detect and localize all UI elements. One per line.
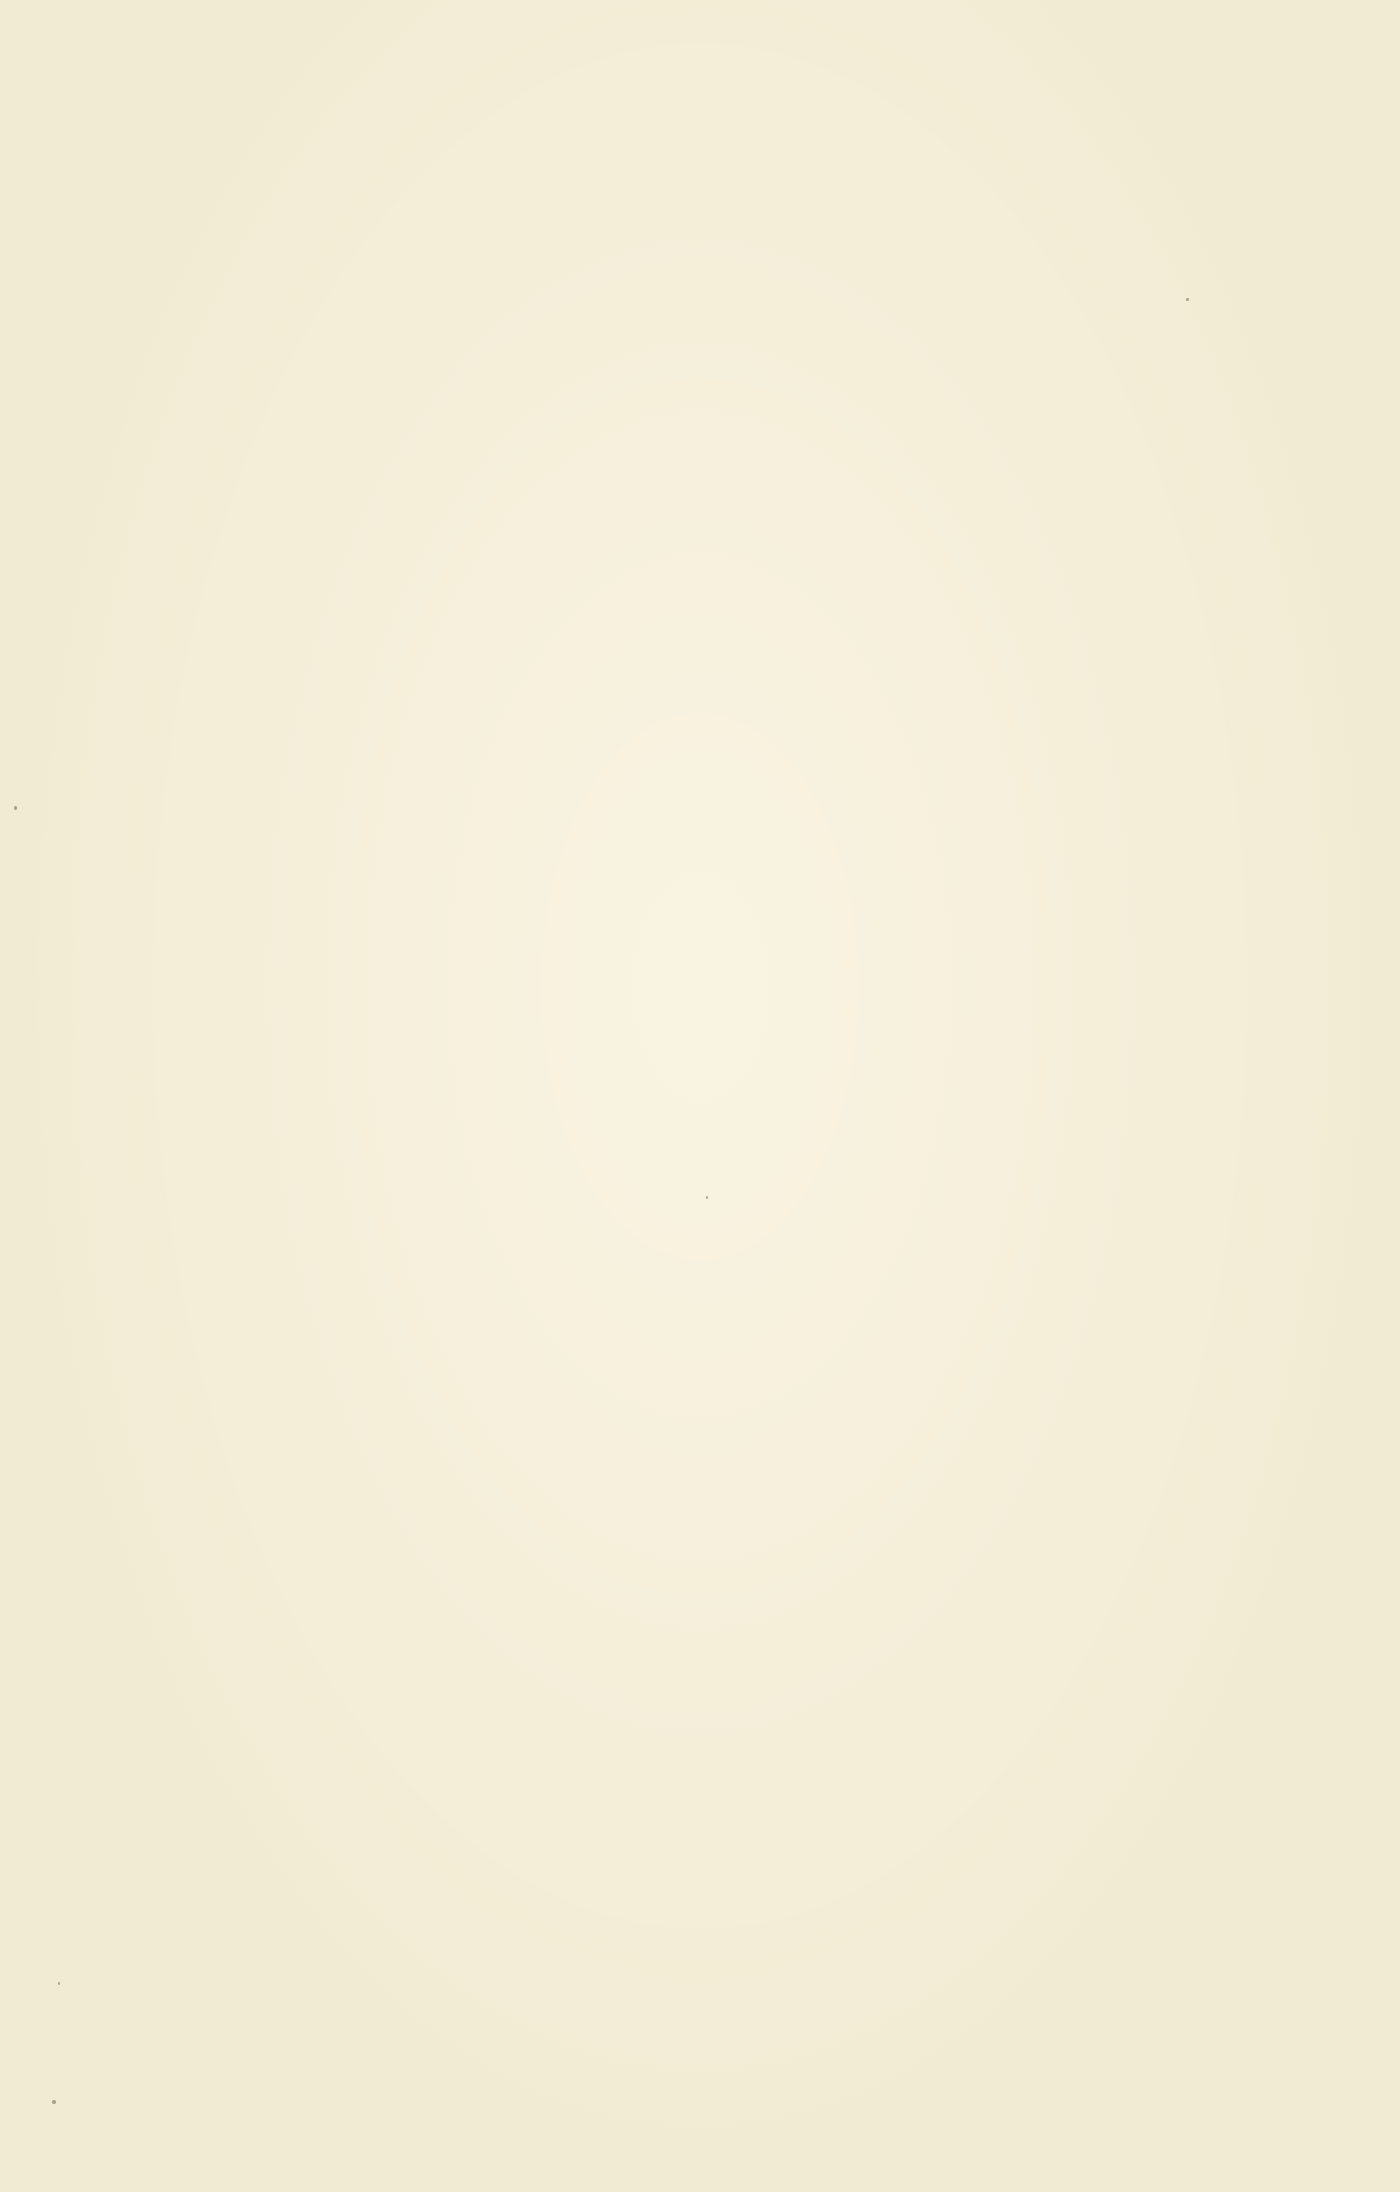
paper-speck — [14, 806, 17, 810]
paper-speck — [706, 1196, 708, 1199]
paper-speck — [52, 2100, 56, 2104]
signature-mark — [66, 1864, 88, 1892]
paper-speck — [1186, 298, 1189, 301]
decorative-border-ornament — [54, 182, 1110, 204]
paper-speck — [58, 1982, 60, 1985]
